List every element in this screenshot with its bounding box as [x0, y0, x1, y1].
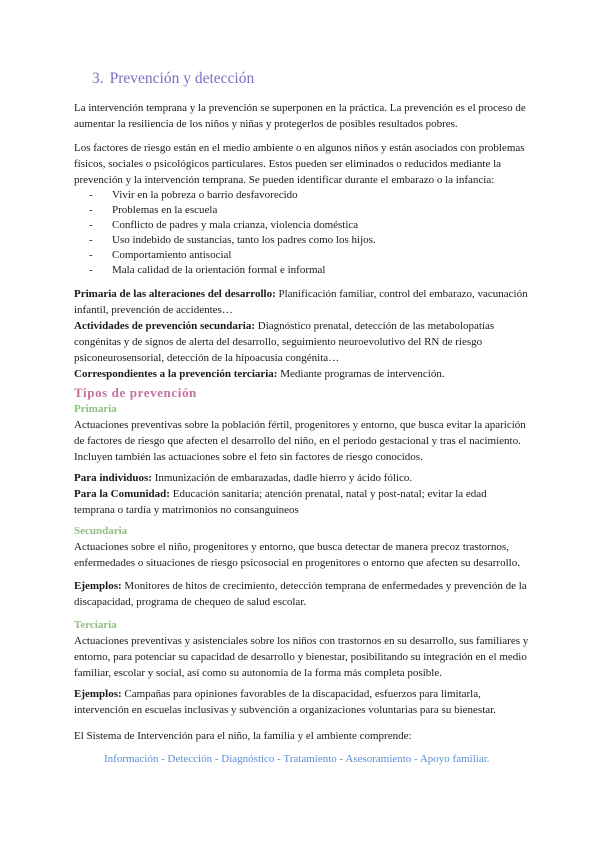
system-intro-paragraph: El Sistema de Intervención para el niño, la familia y el ambiente comprende:: [74, 730, 412, 742]
primary-level-label: Primaria de las alteraciones del desarrollo:: [74, 288, 276, 300]
secondary-level-label: Actividades de prevención secundaria:: [74, 320, 255, 332]
secundaria-examples-paragraph: [74, 578, 530, 610]
community-paragraph: [74, 486, 530, 518]
prevention-levels-block: [74, 286, 530, 382]
list-item: - Problemas en la escuela: [74, 203, 530, 218]
primary-level-text: Planificación familiar, control del embarazo, vacunación infantil, prevención de accidentes…: [74, 288, 528, 316]
community-label: Para la Comunidad:: [74, 488, 170, 500]
risk-factors-list: [74, 188, 530, 278]
primary-level-paragraph: [74, 286, 530, 318]
terciaria-examples-block: [74, 686, 530, 718]
secondary-level-text: Diagnóstico prenatal, detección de las metabolopatías congénitas y de signos de alerta del desarrollo, seguimiento neuroevolutivo del RN de riesgo psiconeurosensorial, detección de la hipoacusia congénita…: [74, 320, 495, 364]
individuals-label: Para individuos:: [74, 472, 152, 484]
terciaria-title: Terciaria: [74, 619, 117, 631]
types-title: Tipos de prevención: [74, 385, 197, 400]
terciaria-examples-label: Ejemplos:: [74, 688, 122, 700]
individuals-paragraph: [74, 470, 530, 486]
list-item: - Comportamiento antisocial: [74, 248, 530, 263]
tertiary-level-text: Mediante programas de intervención.: [277, 368, 445, 380]
tertiary-level-paragraph: [74, 366, 530, 382]
list-item: - Mala calidad de la orientación formal e informal: [74, 263, 530, 278]
terciaria-examples-paragraph: [74, 686, 530, 718]
secundaria-title: Secundaria: [74, 525, 128, 537]
primaria-targets-block: [74, 470, 530, 518]
primaria-paragraph: Actuaciones preventivas sobre la población fértil, progenitores y entorno, que busca evitar la aparición de factores de riesgo que afecten el desarrollo del niño, en el periodo gestacional y tras el nacimiento. Incluyen también las actuaciones sobre el feto sin factores de riesgo conocidos.: [74, 419, 526, 463]
section-number: 3.: [92, 70, 104, 87]
primaria-title: Primaria: [74, 403, 117, 415]
intro-paragraph: La intervención temprana y la prevención se superponen en la práctica. La prevención es el proceso de aumentar la resiliencia de los niños y niñas y protegerlos de posibles resultados pobres.: [74, 102, 526, 130]
intro-paragraph-block: [74, 100, 530, 132]
community-text: Educación sanitaria; atención prenatal, natal y post-natal; evitar la edad temprana o tardía y matrimonios no consanguíneos: [74, 488, 487, 516]
section-heading: [92, 70, 254, 88]
secundaria-paragraph: Actuaciones sobre el niño, progenitores y entorno, que busca detectar de manera precoz trastornos, enfermedades o situaciones de riesgo psicosocial en progenitores o entorno que afecten su desarrollo.: [74, 541, 520, 569]
risk-intro-paragraph: Los factores de riesgo están en el medio ambiente o en algunos niños y están asociados con problemas físicos, sociales o psicológicos particulares. Estos pueden ser eliminados o reducidos mediante la prevención y la intervención temprana. Se pueden identificar durante el embarazo o la infancia:: [74, 142, 525, 186]
section-title: Prevención y detección: [109, 70, 255, 87]
list-item: - Conflicto de padres y mala crianza, violencia doméstica: [74, 218, 530, 233]
terciaria-examples-text: Campañas para opiniones favorables de la discapacidad, esfuerzos para limitarla, intervención en escuelas inclusivas y subvención a organizaciones voluntarias para su bienestar.: [74, 688, 496, 716]
secundaria-examples-block: [74, 578, 530, 610]
risk-factors-block: [74, 140, 530, 278]
system-intro-block: [74, 728, 530, 744]
list-item: - Vivir en la pobreza o barrio desfavorecido: [74, 188, 530, 203]
secondary-level-paragraph: [74, 318, 530, 366]
types-block: [74, 384, 530, 465]
secundaria-block: [74, 524, 530, 571]
terciaria-paragraph: Actuaciones preventivas y asistenciales sobre los niños con trastornos en su desarrollo, sus familiares y entorno, para potenciar su capacidad de desarrollo y bienestar, posibilitando su integración en el medio familiar, escolar y social, así como su autonomía de la forma más completa posible.: [74, 635, 529, 679]
system-components-line: Información - Detección - Diagnóstico - Tratamiento - Asesoramiento - Apoyo familiar.: [104, 753, 490, 765]
secundaria-examples-text: Monitores de hitos de crecimiento, detección temprana de enfermedades y prevención de la discapacidad, programa de chequeo de salud escolar.: [74, 580, 527, 608]
secundaria-examples-label: Ejemplos:: [74, 580, 122, 592]
individuals-text: Inmunización de embarazadas, dadle hierro y ácido fólico.: [151, 472, 413, 484]
tertiary-level-label: Correspondientes a la prevención terciaria:: [74, 368, 278, 380]
list-item: - Uso indebido de sustancias, tanto los padres como los hijos.: [74, 233, 530, 248]
terciaria-block: [74, 618, 530, 681]
